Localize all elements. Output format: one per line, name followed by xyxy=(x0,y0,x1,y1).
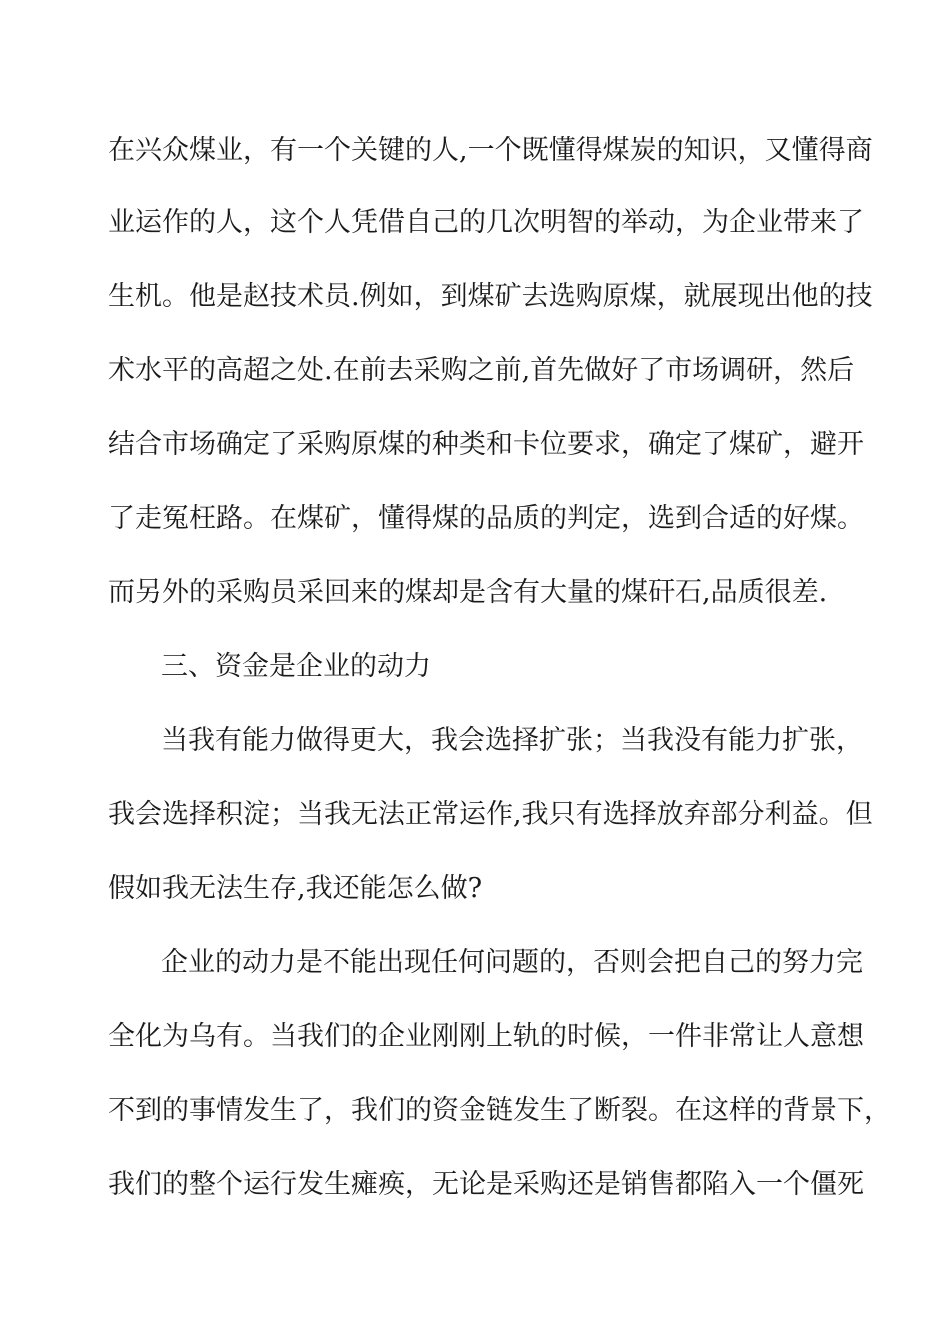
paragraph-3-line-3: 不到的事情发生了，我们的资金链发生了断裂。在这样的背景下， xyxy=(108,1095,891,1126)
paragraph-2-line-1: 当我有能力做得更大，我会选择扩张；当我没有能力扩张， xyxy=(161,725,863,756)
paragraph-1-line-5: 结合市场确定了采购原煤的种类和卡位要求，确定了煤矿，避开 xyxy=(108,429,864,460)
paragraph-1-line-2: 业运作的人，这个人凭借自己的几次明智的举动，为企业带来了 xyxy=(108,207,864,238)
paragraph-1-line-3: 生机。他是赵技术员.例如，到煤矿去选购原煤，就展现出他的技 xyxy=(108,281,873,312)
paragraph-1-line-4: 术水平的高超之处.在前去采购之前,首先做好了市场调研，然后 xyxy=(108,355,855,386)
paragraph-1-line-7: 而另外的采购员采回来的煤却是含有大量的煤矸石,品质很差. xyxy=(108,577,828,608)
paragraph-3-line-1: 企业的动力是不能出现任何问题的，否则会把自己的努力完 xyxy=(161,947,863,978)
paragraph-2-line-2: 我会选择积淀；当我无法正常运作,我只有选择放弃部分利益。但 xyxy=(108,799,873,830)
paragraph-1-line-1: 在兴众煤业，有一个关键的人,一个既懂得煤炭的知识，又懂得商 xyxy=(108,135,873,166)
paragraph-3-line-4: 我们的整个运行发生瘫痪，无论是采购还是销售都陷入一个僵死 xyxy=(108,1169,864,1200)
paragraph-1-line-6: 了走冤枉路。在煤矿，懂得煤的品质的判定，选到合适的好煤。 xyxy=(108,503,864,534)
paragraph-3-line-2: 全化为乌有。当我们的企业刚刚上轨的时候，一件非常让人意想 xyxy=(108,1021,864,1052)
paragraph-2-line-3: 假如我无法生存,我还能怎么做? xyxy=(108,873,483,904)
section-heading: 三、资金是企业的动力 xyxy=(161,651,431,682)
